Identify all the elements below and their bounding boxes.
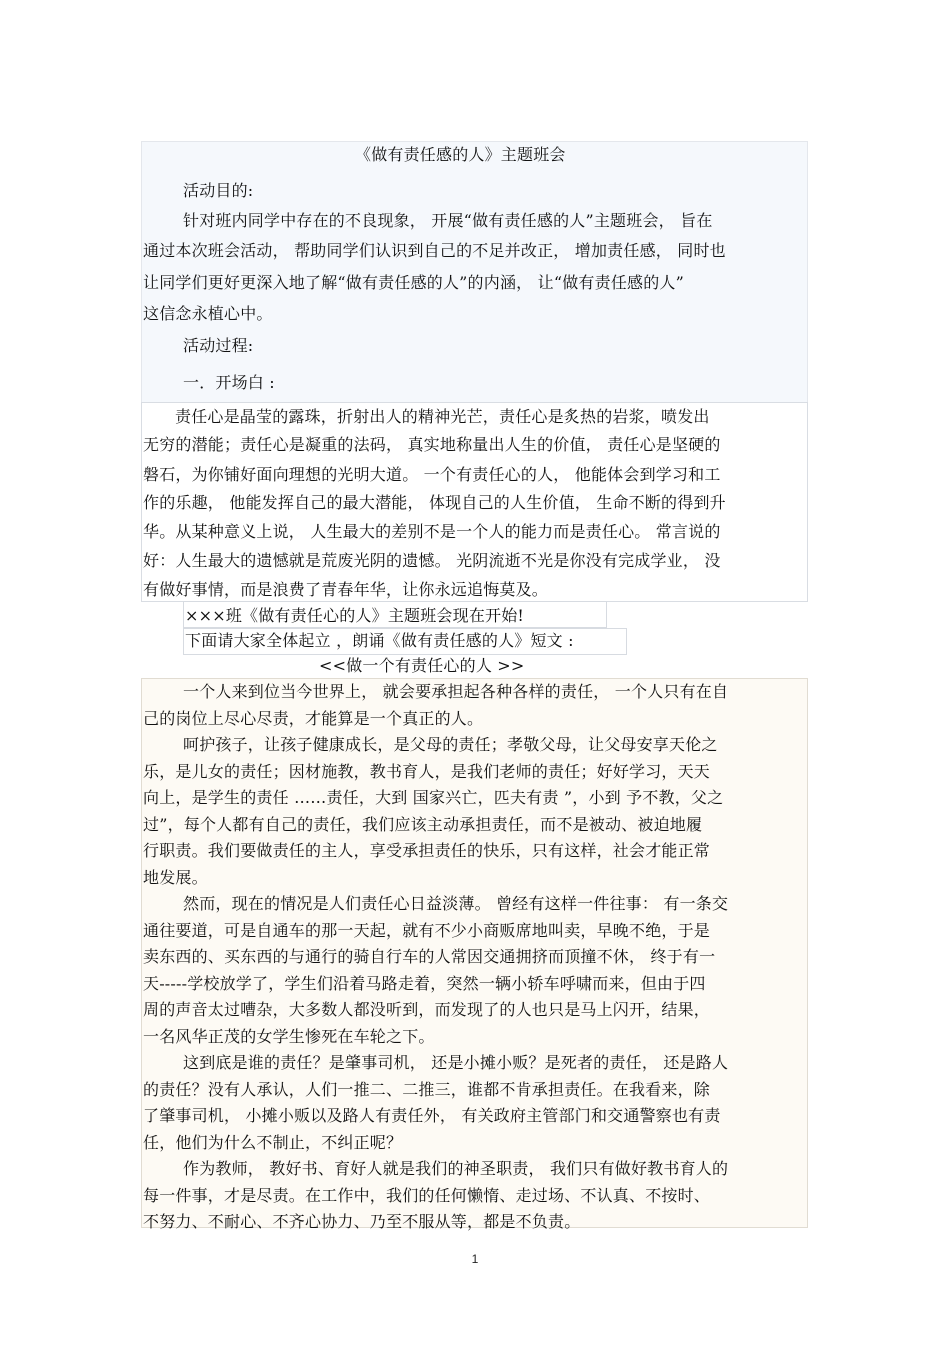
process-heading: 活动过程:	[183, 336, 254, 355]
essay-line: 己的岗位上尽心尽责，才能算是一个真正的人。	[143, 709, 484, 728]
essay-line: 周的声音太过嘈杂，大多数人都没听到，而发现了的人也只是马上闪开，结果，	[143, 1000, 711, 1019]
essay-line: 乐，是儿女的责任；因材施教，教书育人，是我们老师的责任；好好学习，天天	[143, 762, 711, 781]
essay-title: <<做一个有责任心的人 >>	[319, 656, 525, 675]
purpose-line: 针对班内同学中存在的不良现象， 开展“做有责任感的人”主题班会， 旨在	[183, 211, 713, 230]
purpose-line: 让同学们更好更深入地了解“做有责任感的人”的内涵， 让“做有责任感的人”	[143, 273, 685, 292]
essay-line: 行职责。我们要做责任的主人，享受承担责任的快乐，只有这样，社会才能正常	[143, 841, 711, 860]
essay-line: 卖东西的、买东西的与通行的骑自行车的人常因交通拥挤而顶撞不休， 终于有一	[143, 947, 716, 966]
start-announcement: ×××班《做有责任心的人》主题班会现在开始!	[185, 606, 525, 625]
opening-speech-line: 华。从某种意义上说， 人生最大的差别不是一个人的能力而是责任心。 常言说的	[143, 522, 721, 541]
purpose-heading: 活动目的:	[183, 181, 254, 200]
essay-line: 通往要道，可是自通车的那一天起，就有不少小商贩席地叫卖，早晚不绝，于是	[143, 921, 711, 940]
purpose-line: 通过本次班会活动， 帮助同学们认识到自己的不足并改正， 增加责任感， 同时也	[143, 241, 726, 260]
essay-line: 呵护孩子，让孩子健康成长，是父母的责任；孝敬父母，让父母安享天伦之	[183, 735, 718, 754]
opening-speech-line: 责任心是晶莹的露珠，折射出人的精神光芒，责任心是炙热的岩浆，喷发出	[175, 407, 710, 426]
essay-line: 了肇事司机， 小摊小贩以及路人有责任外， 有关政府主管部门和交通警察也有责	[143, 1106, 721, 1125]
opening-speech-line: 作的乐趣， 他能发挥自己的最大潜能， 体现自己的人生价值， 生命不断的得到升	[143, 493, 726, 512]
opening-speech-line: 有做好事情，而是浪费了青春年华，让你永远追悔莫及。	[143, 580, 549, 599]
document-title: 《做有责任感的人》主题班会	[355, 145, 566, 164]
essay-line: 作为教师， 教好书、育好人就是我们的神圣职责， 我们只有做好教书育人的	[183, 1159, 729, 1178]
essay-line: 过”，每个人都有自己的责任，我们应该主动承担责任，而不是被动、被迫地履	[143, 815, 703, 834]
essay-line: 的责任？没有人承认，人们一推二、二推三，谁都不肯承担责任。在我看来，除	[143, 1080, 711, 1099]
essay-line: 一名风华正茂的女学生惨死在车轮之下。	[143, 1027, 435, 1046]
essay-line: 每一件事，才是尽责。在工作中，我们的任何懒惰、走过场、不认真、不按时、	[143, 1186, 711, 1205]
essay-line: 天-----学校放学了，学生们沿着马路走着，突然一辆小轿车呼啸而来，但由于四	[143, 974, 706, 993]
essay-line: 然而，现在的情况是人们责任心日益淡薄。 曾经有这样一件往事： 有一条交	[183, 894, 729, 913]
essay-line: 任，他们为什么不制止，不纠正呢？	[143, 1133, 403, 1152]
essay-line: 这到底是谁的责任？是肇事司机， 还是小摊小贩？是死者的责任， 还是路人	[183, 1053, 729, 1072]
purpose-line: 这信念永植心中。	[143, 304, 273, 323]
opening-heading: 一．开场白 :	[183, 373, 275, 392]
essay-line: 不努力、不耐心、不齐心协力、乃至不服从等，都是不负责。	[143, 1212, 581, 1231]
opening-speech-line: 磐石，为你铺好面向理想的光明大道。 一个有责任心的人， 他能体会到学习和工	[143, 465, 721, 484]
essay-line: 地发展。	[143, 868, 208, 887]
recitation-announcement: 下面请大家全体起立 ，朗诵《做有责任感的人》短文 :	[185, 631, 574, 650]
page-number: 1	[471, 1252, 479, 1266]
essay-line: 向上，是学生的责任 ……责任，大到 国家兴亡，匹夫有责 ”，小到 予不教，父之	[143, 788, 724, 807]
opening-speech-line: 无穷的潜能；责任心是凝重的法码， 真实地称量出人生的价值， 责任心是坚硬的	[143, 435, 721, 454]
opening-speech-line: 好：人生最大的遗憾就是荒废光阴的遗憾。 光阴流逝不光是你没有完成学业， 没	[143, 551, 721, 570]
essay-line: 一个人来到位当今世界上， 就会要承担起各种各样的责任， 一个人只有在自	[183, 682, 729, 701]
